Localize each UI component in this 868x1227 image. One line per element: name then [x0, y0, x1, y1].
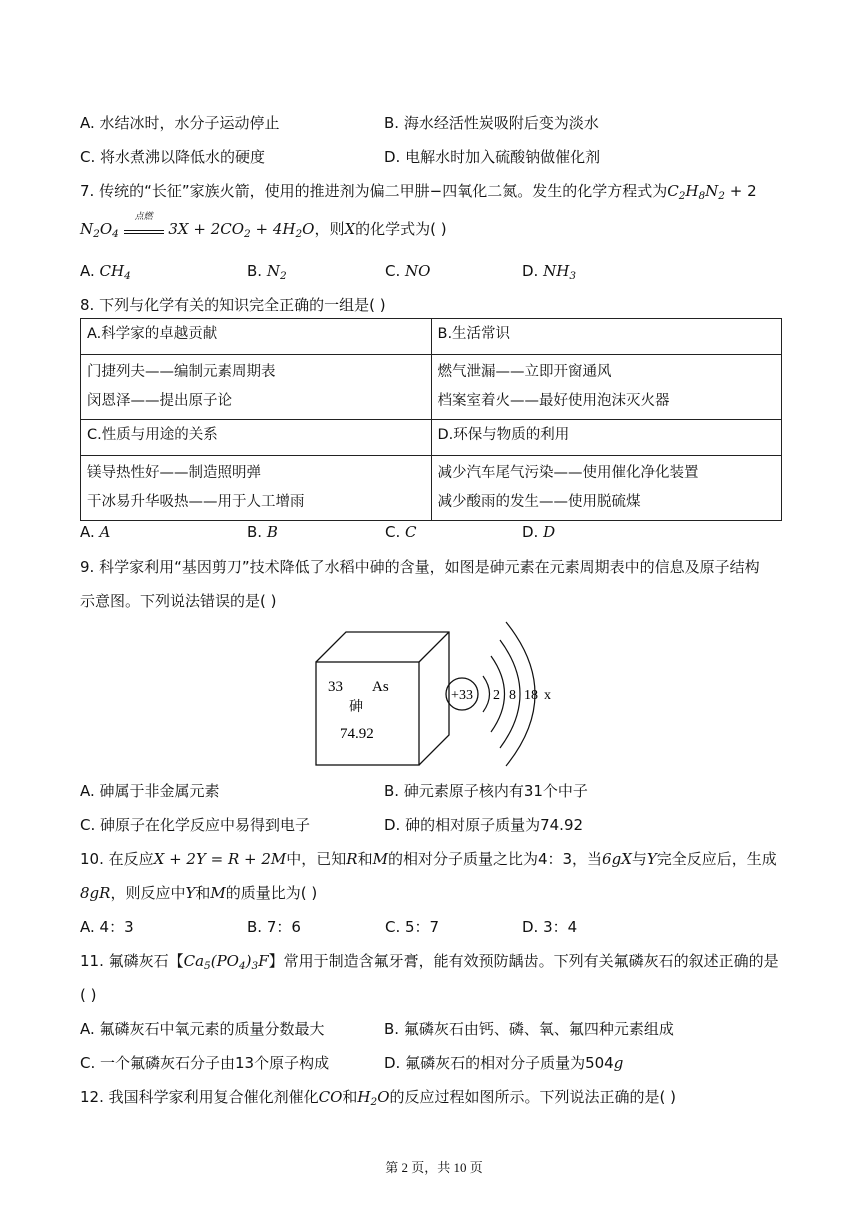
cell-c-item: 干冰易升华吸热——用于人工增雨 — [87, 494, 305, 510]
q7-option-c: C. NO — [385, 262, 431, 280]
cell-b-item: 燃气泄漏——立即开窗通风 — [437, 364, 612, 380]
cell-a-title: A.科学家的卓越贡献 — [81, 319, 432, 355]
q9-option-a: A. 砷属于非金属元素 — [80, 782, 220, 800]
q6-option-c: C. 将水煮沸以降低水的硬度 — [80, 148, 266, 166]
q11-option-d: D. 氟磷灰石的相对分子质量为504g — [384, 1054, 624, 1072]
q9-option-d: D. 砷的相对原子质量为74.92 — [384, 816, 584, 834]
q7-option-a: A. $CH_4$ — [80, 262, 131, 283]
cell-d-title: D.环保与物质的利用 — [431, 420, 782, 456]
q12-stem: 12. 我国科学家利用复合催化剂催化CO和$H_2O$的反应过程如图所示。下列说法正确的是( ) — [80, 1088, 676, 1109]
q10-option-d: D. 3：4 — [522, 918, 578, 936]
element-name: 砷 — [349, 699, 363, 715]
q6-option-a: A. 水结冰时，水分子运动停止 — [80, 114, 280, 132]
cell-d-item: 减少酸雨的发生——使用脱硫煤 — [437, 494, 641, 510]
arsenic-figure — [300, 610, 560, 770]
shell-electrons: 2 — [493, 688, 500, 703]
periodic-table-cell — [316, 632, 449, 765]
cell-c-items — [81, 456, 432, 521]
q11-stem-line1: 11. 氟磷灰石【$Ca_5(PO_4)_3F$】常用于制造含氟牙膏，能有效预防龋齿。下列有关氟磷灰石的叙述正确的是 — [80, 952, 779, 973]
page-footer: 第 2 页，共 10 页 — [385, 1160, 483, 1175]
nuclear-charge: +33 — [451, 688, 473, 703]
cell-b-title: B.生活常识 — [431, 319, 782, 355]
q10-stem-line1: 10. 在反应X + 2Y = R + 2M中，已知R和M的相对分子质量之比为4：3，当6gX与Y完全反应后，生成 — [80, 850, 777, 868]
cell-a-items — [81, 355, 432, 420]
q8-option-c: C. C — [385, 523, 417, 541]
q8-option-d: D. D — [522, 523, 556, 541]
q6-option-d: D. 电解水时加入硫酸钠做催化剂 — [384, 148, 601, 166]
cell-d-item: 减少汽车尾气污染——使用催化净化装置 — [437, 465, 699, 481]
q9-stem-line2: 示意图。下列说法错误的是( ) — [80, 592, 277, 610]
atomic-number: 33 — [328, 679, 343, 695]
q11-option-b: B. 氟磷灰石由钙、磷、氧、氟四种元素组成 — [384, 1020, 674, 1038]
q10-option-b: B. 7：6 — [247, 918, 301, 936]
q10-stem-line2: 8gR，则反应中Y和M的质量比为( ) — [80, 884, 318, 902]
shell-electrons: 18 — [524, 688, 538, 703]
q8-option-a: A. A — [80, 523, 111, 541]
reaction-arrow: 点燃 — [124, 222, 164, 234]
q9-option-b: B. 砷元素原子核内有31个中子 — [384, 782, 588, 800]
shell-electrons: 8 — [509, 688, 516, 703]
cell-b-items — [431, 355, 782, 420]
q8-knowledge-table — [80, 318, 782, 521]
q11-stem-line2: ( ) — [80, 986, 97, 1004]
cell-b-item: 档案室着火——最好使用泡沫灭火器 — [437, 393, 670, 409]
q9-stem-line1: 9. 科学家利用“基因剪刀”技术降低了水稻中砷的含量，如图是砷元素在元素周期表中的信息及原子结构 — [80, 558, 760, 576]
shell-electrons: x — [544, 688, 551, 703]
cell-c-title: C.性质与用途的关系 — [81, 420, 432, 456]
q7-stem-line2: $N_2O_4$ 点燃 $3X + 2CO_2 + 4H_2O$，则X的化学式为( ) — [80, 212, 447, 241]
q7-stem-line1: 7. 传统的“长征”家族火箭，使用的推进剂为偏二甲肼−四氧化二氮。发生的化学方程式为$C_2H_8N_2 + 2$ — [80, 182, 757, 203]
q7-option-d: D. $NH_3$ — [522, 262, 576, 283]
q10-option-c: C. 5：7 — [385, 918, 440, 936]
q8-stem: 8. 下列与化学有关的知识完全正确的一组是( ) — [80, 296, 386, 314]
atomic-mass: 74.92 — [340, 726, 374, 742]
q11-option-c: C. 一个氟磷灰石分子由13个原子构成 — [80, 1054, 330, 1072]
q10-option-a: A. 4：3 — [80, 918, 134, 936]
q9-option-c: C. 砷原子在化学反应中易得到电子 — [80, 816, 311, 834]
q8-option-b: B. B — [247, 523, 278, 541]
cell-a-item: 闵恩泽——提出原子论 — [87, 393, 232, 409]
cell-c-item: 镁导热性好——制造照明弹 — [87, 465, 261, 481]
q7-option-b: B. $N_2$ — [247, 262, 287, 283]
cell-a-item: 门捷列夫——编制元素周期表 — [87, 364, 276, 380]
q6-option-b: B. 海水经活性炭吸附后变为淡水 — [384, 114, 599, 132]
q11-option-a: A. 氟磷灰石中氧元素的质量分数最大 — [80, 1020, 325, 1038]
cell-d-items — [431, 456, 782, 521]
element-symbol: As — [372, 679, 389, 695]
